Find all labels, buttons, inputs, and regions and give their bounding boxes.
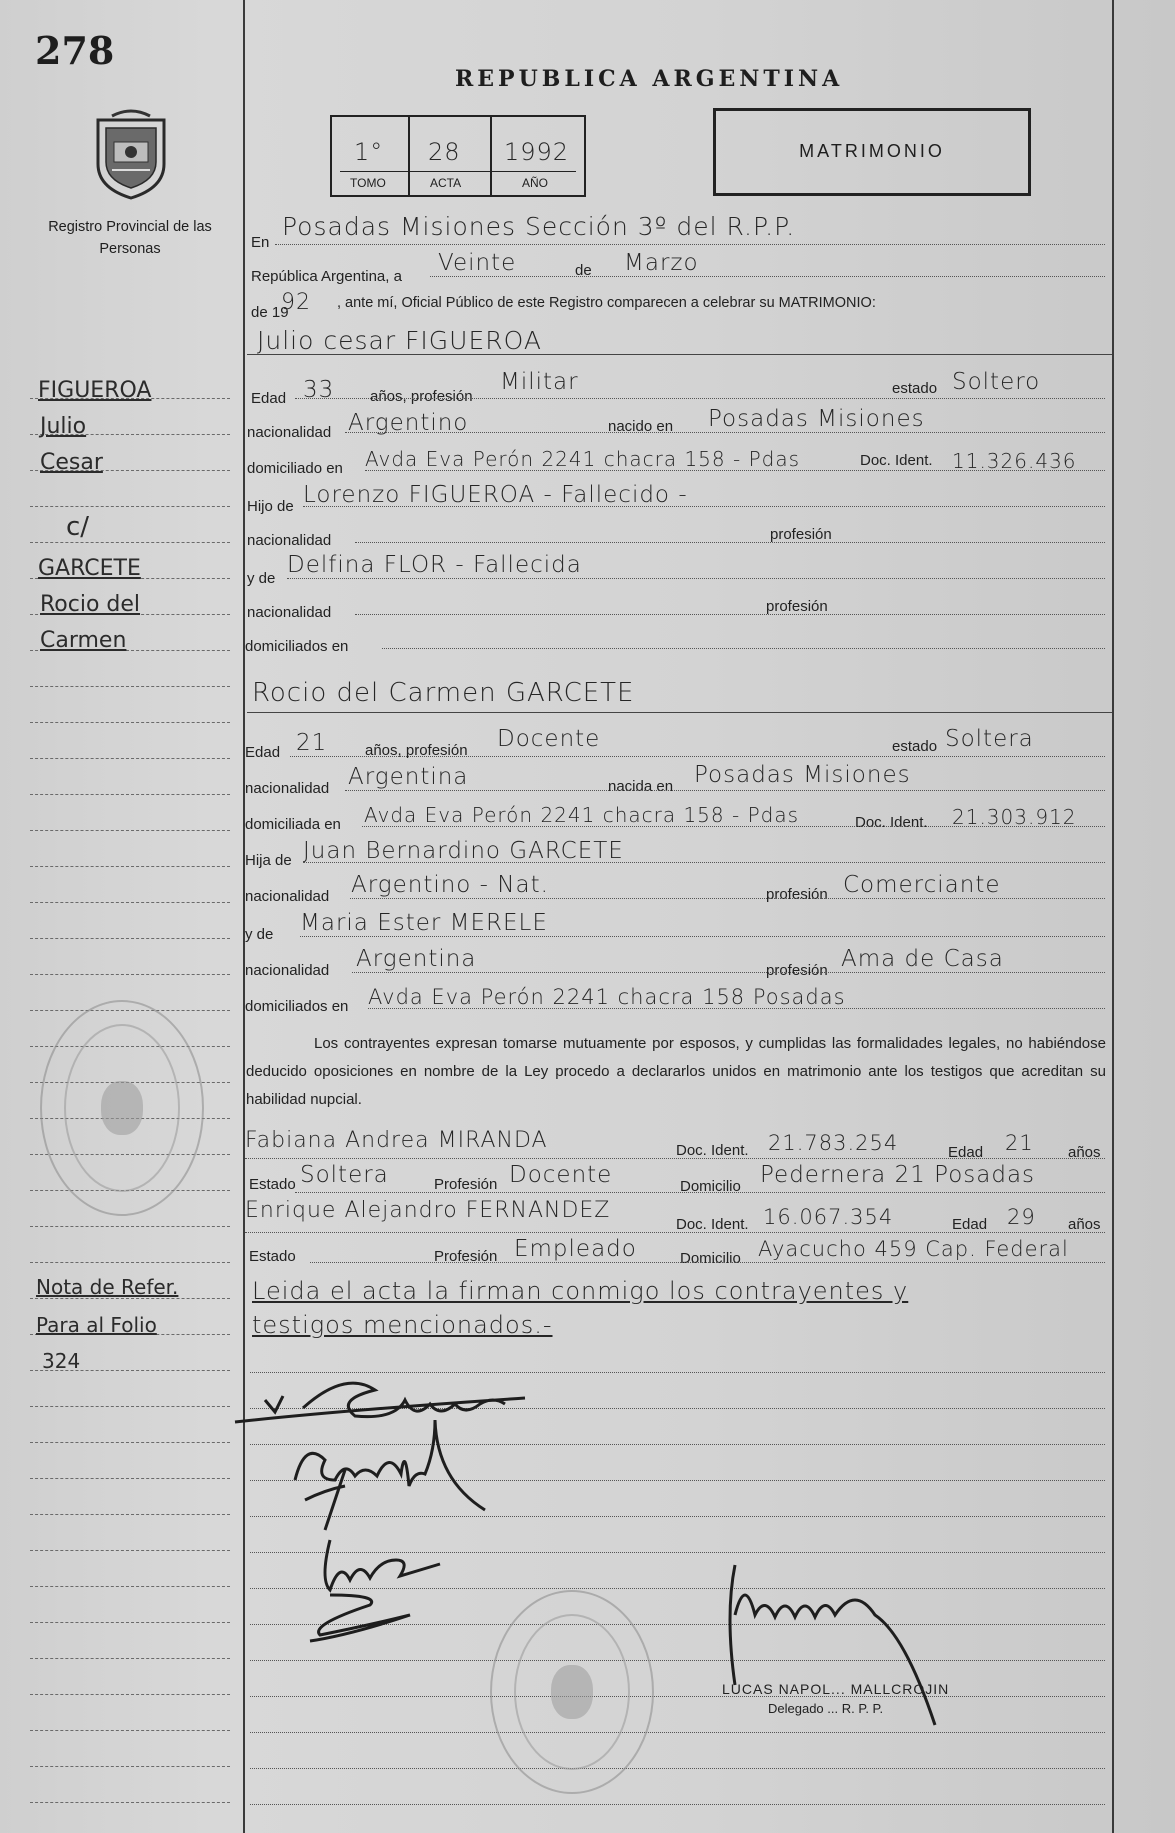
label-doc-ident: Doc. Ident. bbox=[676, 1142, 749, 1159]
line-witness2 bbox=[245, 1232, 1105, 1233]
line-bride-parents-dom bbox=[368, 1008, 1105, 1009]
record-number-box bbox=[330, 115, 586, 197]
day: Veinte bbox=[438, 250, 517, 276]
margin-ruled-line bbox=[30, 902, 230, 903]
anio-label: AÑO bbox=[522, 176, 549, 190]
signature-ruled-line bbox=[250, 1732, 1105, 1733]
witness1-status: Soltera bbox=[300, 1162, 389, 1188]
line-witness1 bbox=[245, 1158, 1105, 1159]
label-y-de: y de bbox=[247, 570, 276, 587]
margin-ruled-line bbox=[30, 1442, 230, 1443]
intro-text: , ante mí, Oficial Público de este Registro comparecen a celebrar su MATRIMONIO: bbox=[337, 295, 876, 311]
label-profesion: profesión bbox=[766, 598, 828, 615]
bride-nationality: Argentina bbox=[348, 764, 469, 790]
label-domiciliados-en: domiciliados en bbox=[245, 638, 349, 655]
registry-name: Registro Provincial de las Personas bbox=[48, 219, 212, 257]
margin-ruled-line bbox=[30, 794, 230, 795]
tomo-label: TOMO bbox=[350, 176, 386, 190]
groom-profession: Militar bbox=[500, 369, 579, 395]
label-anos: años bbox=[1068, 1216, 1101, 1233]
label-anos-profesion: años, profesión bbox=[370, 388, 473, 405]
margin-ruled-line bbox=[30, 758, 230, 759]
groom-father: Lorenzo FIGUEROA - Fallecido - bbox=[303, 482, 688, 508]
margin-bride-surname: GARCETE bbox=[38, 556, 141, 581]
margin-note-3: 324 bbox=[42, 1349, 81, 1373]
line-groom-father bbox=[303, 506, 1105, 507]
margin-bride-name-1: Rocio del bbox=[40, 592, 141, 617]
margin-ruled-line bbox=[30, 1478, 230, 1479]
margin-ruled-line bbox=[30, 1586, 230, 1587]
label-domiciliado-en: domiciliado en bbox=[247, 460, 343, 477]
line-bride-father-nac bbox=[350, 898, 1105, 899]
witness2-doc: 16.067.354 bbox=[763, 1205, 894, 1229]
witness1-profession: Docente bbox=[509, 1162, 613, 1188]
line-witness1-details bbox=[295, 1192, 1105, 1193]
label-profesion: profesión bbox=[770, 526, 832, 543]
label-profesion: profesión bbox=[766, 886, 828, 903]
margin-ruled-line bbox=[30, 1766, 230, 1767]
bride-born-in: Posadas Misiones bbox=[694, 762, 911, 788]
signature-ruled-line bbox=[250, 1660, 1105, 1661]
groom-name-rule bbox=[247, 354, 1112, 355]
groom-nationality: Argentino bbox=[348, 410, 469, 436]
groom-doc: 11.326.436 bbox=[952, 449, 1077, 473]
bride-name-rule bbox=[247, 712, 1112, 713]
margin-ruled-line bbox=[30, 1802, 230, 1803]
label-estado-cap: Estado bbox=[249, 1248, 296, 1265]
label-nacido-en: nacido en bbox=[608, 418, 674, 435]
label-profesion-cap: Profesión bbox=[434, 1176, 498, 1193]
act-type: MATRIMONIO bbox=[799, 141, 945, 161]
line-groom-edad bbox=[295, 398, 1105, 399]
bride-profession: Docente bbox=[497, 726, 601, 752]
margin-ruled-line bbox=[30, 830, 230, 831]
margin-ruled-line bbox=[30, 722, 230, 723]
witness1-doc: 21.783.254 bbox=[768, 1131, 899, 1155]
official-title: Delegado ... R. P. P. bbox=[768, 1701, 884, 1716]
line-groom-mother-nac bbox=[355, 614, 1105, 615]
margin-ruled-line bbox=[30, 1658, 230, 1659]
label-doc-ident: Doc. Ident. bbox=[676, 1216, 749, 1233]
registry-stamp-margin-icon bbox=[40, 1000, 204, 1216]
act-type-box bbox=[713, 108, 1031, 196]
line-groom-father-nac bbox=[355, 542, 1105, 543]
signature-ruled-line bbox=[250, 1804, 1105, 1805]
label-nacionalidad: nacionalidad bbox=[245, 888, 330, 905]
label-hija-de: Hija de bbox=[245, 852, 292, 869]
bride-status: Soltera bbox=[945, 726, 1034, 752]
bride-name: Rocio del Carmen GARCETE bbox=[252, 678, 635, 708]
line-bride-dom bbox=[362, 826, 1105, 827]
margin-ruled-line bbox=[30, 974, 230, 975]
provincial-crest-icon bbox=[92, 108, 170, 200]
label-nacionalidad: nacionalidad bbox=[245, 962, 330, 979]
margin-connector: c/ bbox=[66, 512, 90, 542]
label-anos-profesion: años, profesión bbox=[365, 742, 468, 759]
margin-ruled-line bbox=[30, 1694, 230, 1695]
label-nacida-en: nacida en bbox=[608, 778, 674, 795]
margin-bride-name-2: Carmen bbox=[40, 628, 127, 653]
margin-ruled-line bbox=[30, 1406, 230, 1407]
margin-groom-surname: FIGUEROA bbox=[38, 378, 152, 403]
line-bride-edad bbox=[290, 756, 1105, 757]
witness2-address: Ayacucho 459 Cap. Federal bbox=[758, 1237, 1069, 1261]
label-edad: Edad bbox=[245, 744, 281, 761]
line-bride-mother-nac bbox=[352, 972, 1105, 973]
margin-ruled-line bbox=[30, 1262, 230, 1263]
margin-ruled-line bbox=[30, 1226, 230, 1227]
bride-father-profession: Comerciante bbox=[843, 872, 1001, 898]
year-suffix: 92 bbox=[281, 290, 311, 315]
margin-groom-name-2: Cesar bbox=[40, 450, 103, 475]
witness2-name: Enrique Alejandro FERNANDEZ bbox=[245, 1198, 611, 1223]
label-profesion-cap: Profesión bbox=[434, 1248, 498, 1265]
groom-age: 33 bbox=[303, 377, 335, 403]
label-estado: estado bbox=[892, 380, 938, 397]
bride-age: 21 bbox=[296, 730, 328, 756]
bride-mother-nationality: Argentina bbox=[356, 946, 477, 972]
country-title: REPUBLICA ARGENTINA bbox=[455, 66, 844, 92]
label-estado-cap: Estado bbox=[249, 1176, 296, 1193]
margin-ruled-line bbox=[30, 1622, 230, 1623]
witness1-name: Fabiana Andrea MIRANDA bbox=[245, 1128, 548, 1153]
label-edad: Edad bbox=[952, 1216, 988, 1233]
label-nacionalidad: nacionalidad bbox=[247, 424, 332, 441]
closing-line-2: testigos mencionados.- bbox=[252, 1311, 553, 1339]
witness2-age: 29 bbox=[1007, 1205, 1036, 1229]
label-nacionalidad: nacionalidad bbox=[245, 780, 330, 797]
margin-note-2: Para al Folio bbox=[36, 1313, 157, 1337]
signature-ruled-line bbox=[250, 1768, 1105, 1769]
groom-born-in: Posadas Misiones bbox=[708, 406, 925, 432]
label-en: En bbox=[251, 234, 270, 251]
line-bride-mother bbox=[300, 936, 1105, 937]
right-border-line bbox=[1112, 0, 1114, 1833]
label-de: de bbox=[575, 262, 592, 279]
groom-name: Julio cesar FIGUEROA bbox=[257, 326, 542, 355]
witness1-age: 21 bbox=[1005, 1131, 1034, 1155]
margin-groom-name-1: Julio bbox=[40, 414, 87, 439]
groom-mother: Delfina FLOR - Fallecida bbox=[287, 552, 582, 578]
bride-mother-profession: Ama de Casa bbox=[841, 946, 1004, 972]
label-anos: años bbox=[1068, 1144, 1101, 1161]
line-witness2-details bbox=[310, 1262, 1105, 1263]
label-y-de: y de bbox=[245, 926, 274, 943]
label-profesion: profesión bbox=[766, 962, 828, 979]
label-domicilio: Domicilio bbox=[680, 1178, 741, 1195]
line-groom-mother bbox=[287, 578, 1105, 579]
month: Marzo bbox=[624, 250, 699, 276]
bride-parents-address: Avda Eva Perón 2241 chacra 158 Posadas bbox=[368, 985, 846, 1009]
margin-ruled-line bbox=[30, 542, 230, 543]
acta-label: ACTA bbox=[430, 176, 462, 190]
witness2-profession: Empleado bbox=[514, 1236, 637, 1262]
label-domiciliados-en: domiciliados en bbox=[245, 998, 349, 1015]
label-hijo-de: Hijo de bbox=[247, 498, 294, 515]
label-doc-ident: Doc. Ident. bbox=[855, 814, 928, 831]
margin-note-1: Nota de Refer. bbox=[36, 1275, 179, 1299]
label-domiciliada-en: domiciliada en bbox=[245, 816, 341, 833]
page-number: 278 bbox=[35, 28, 115, 73]
line-date bbox=[430, 276, 1105, 277]
bride-address: Avda Eva Perón 2241 chacra 158 - Pdas bbox=[364, 803, 799, 827]
line-place bbox=[275, 244, 1105, 245]
bride-mother: Maria Ester MERELE bbox=[300, 910, 548, 936]
witness1-address: Pedernera 21 Posadas bbox=[760, 1162, 1036, 1188]
label-estado: estado bbox=[892, 738, 938, 755]
official-name: LUCAS NAPOL... MALLCROJIN bbox=[722, 1681, 950, 1697]
groom-status: Soltero bbox=[952, 369, 1041, 395]
signature-ruled-line bbox=[250, 1696, 1105, 1697]
label-domicilio: Domicilio bbox=[680, 1250, 741, 1267]
line-bride-nac bbox=[345, 790, 1105, 791]
margin-ruled-line bbox=[30, 506, 230, 507]
declaration-paragraph: Los contrayentes expresan tomarse mutuamente por esposos, y cumplidas las formalidades legales, no habiéndose deducido oposiciones en nombre de la Ley procedo a declararlos unidos en matrimonio ante los testigos que acreditan su habilidad nupcial. bbox=[246, 1035, 1106, 1108]
line-bride-father bbox=[303, 862, 1105, 863]
tomo-value: 1° bbox=[354, 138, 384, 166]
closing-line-1: Leida el acta la firman conmigo los contrayentes y bbox=[252, 1277, 909, 1305]
groom-address: Avda Eva Perón 2241 chacra 158 - Pdas bbox=[365, 447, 800, 471]
label-nacionalidad: nacionalidad bbox=[247, 604, 332, 621]
margin-ruled-line bbox=[30, 938, 230, 939]
margin-ruled-line bbox=[30, 866, 230, 867]
witness2-signature-icon bbox=[290, 1585, 450, 1645]
bride-doc: 21.303.912 bbox=[952, 805, 1077, 829]
acta-value: 28 bbox=[428, 138, 461, 166]
anio-value: 1992 bbox=[504, 138, 570, 166]
bride-father-nationality: Argentino - Nat. bbox=[351, 872, 549, 898]
margin-ruled-line bbox=[30, 1550, 230, 1551]
label-edad: Edad bbox=[251, 390, 287, 407]
place: Posadas Misiones Sección 3º del R.P.P. bbox=[282, 212, 796, 241]
margin-ruled-line bbox=[30, 686, 230, 687]
label-edad: Edad bbox=[948, 1144, 984, 1161]
label-year-prefix: de 19 bbox=[251, 304, 289, 321]
line-groom-dom bbox=[365, 470, 1105, 471]
margin-ruled-line bbox=[30, 1514, 230, 1515]
label-nacionalidad: nacionalidad bbox=[247, 532, 332, 549]
registry-stamp-bottom-icon bbox=[490, 1590, 654, 1794]
margin-divider-line bbox=[243, 0, 245, 1833]
line-groom-parents-dom bbox=[382, 648, 1105, 649]
line-groom-nac bbox=[345, 432, 1105, 433]
margin-ruled-line bbox=[30, 1730, 230, 1731]
label-republica: República Argentina, a bbox=[251, 268, 402, 285]
bride-father: Juan Bernardino GARCETE bbox=[303, 838, 624, 864]
label-doc-ident: Doc. Ident. bbox=[860, 452, 933, 469]
